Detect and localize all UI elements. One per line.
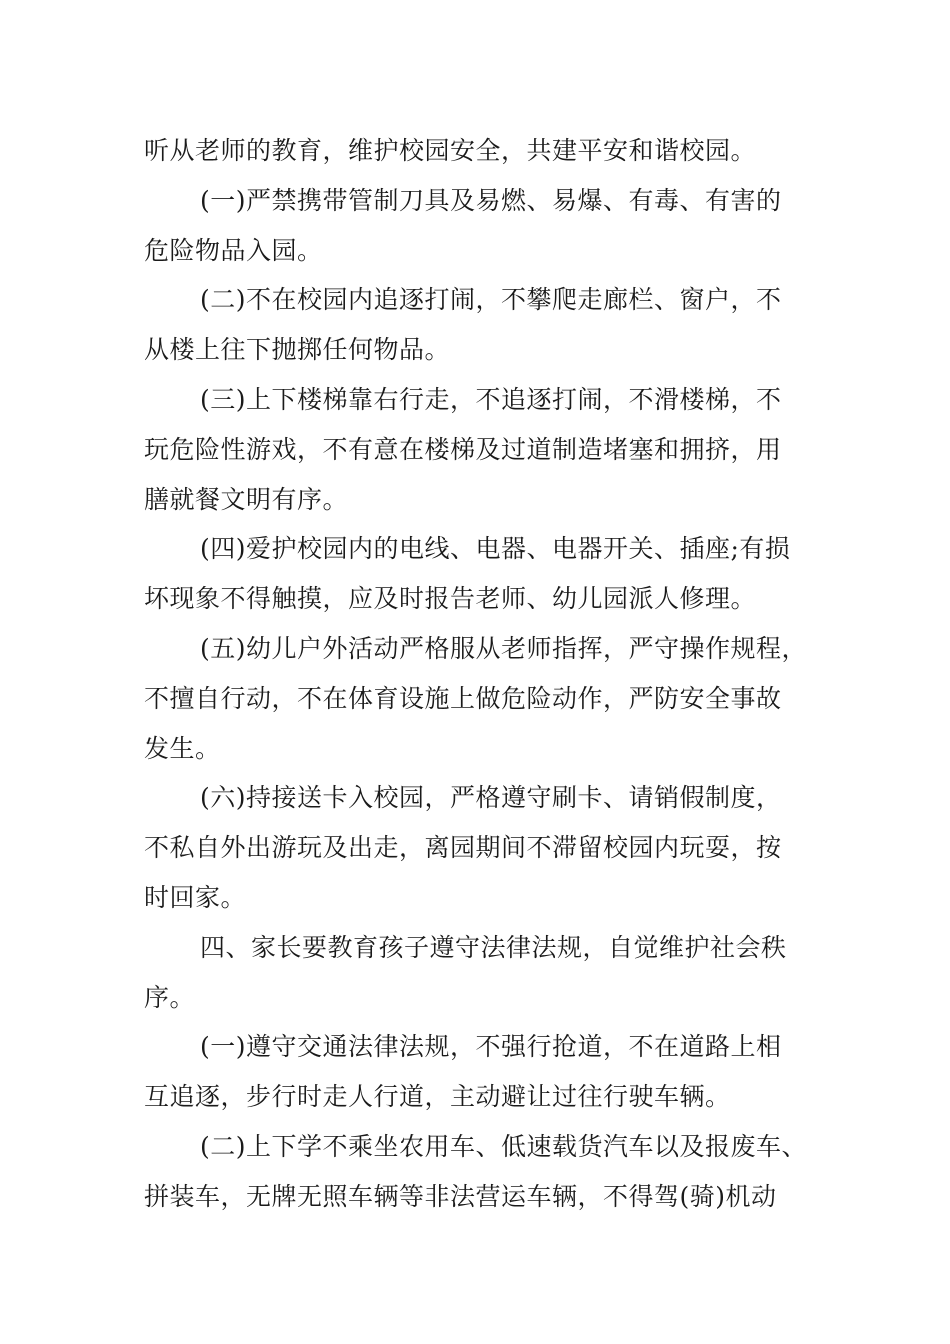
text-line: 听从老师的教育，维护校园安全，共建平安和谐校园。 — [144, 136, 757, 165]
text-line: 危险物品入园。 — [144, 235, 323, 265]
text-line: (二)上下学不乘坐农用车、低速载货汽车以及报废车、 — [200, 1131, 808, 1161]
text-line: 膳就餐文明有序。 — [144, 484, 349, 514]
text-line: 时回家。 — [144, 882, 247, 912]
text-line: 互追逐，步行时走人行道，主动避让过往行驶车辆。 — [144, 1082, 731, 1112]
text-line: (二)不在校园内追逐打闹，不攀爬走廊栏、窗户，不 — [200, 285, 782, 315]
text-line: 玩危险性游戏，不有意在楼梯及过道制造堵塞和拥挤，用 — [144, 434, 782, 464]
text-line: 不私自外出游玩及出走，离园期间不滞留校园内玩耍，按 — [144, 833, 782, 863]
text-line: 四、家长要教育孩子遵守法律法规，自觉维护社会秩 — [200, 932, 787, 962]
text-line: 坏现象不得触摸，应及时报告老师、幼儿园派人修理。 — [144, 584, 757, 614]
text-line: 拼装车，无牌无照车辆等非法营运车辆，不得驾(骑)机动 — [144, 1181, 777, 1211]
text-line: 从楼上往下抛掷任何物品。 — [144, 335, 451, 365]
text-line: (四)爱护校园内的电线、电器、电器开关、插座;有损 — [200, 534, 791, 564]
document-body — [144, 126, 834, 1222]
text-line: (一)遵守交通法律法规，不强行抢道，不在道路上相 — [200, 1032, 782, 1062]
text-line: (三)上下楼梯靠右行走，不追逐打闹，不滑楼梯，不 — [200, 384, 782, 414]
text-line: (一)严禁携带管制刀具及易燃、易爆、有毒、有害的 — [200, 185, 782, 215]
text-line: (五)幼儿户外活动严格服从老师指挥，严守操作规程， — [200, 633, 808, 663]
text-line: (六)持接送卡入校园，严格遵守刷卡、请销假制度， — [200, 783, 782, 813]
text-line: 发生。 — [144, 733, 221, 763]
text-line: 不擅自行动，不在体育设施上做危险动作，严防安全事故 — [144, 683, 782, 713]
text-line: 序。 — [144, 982, 196, 1012]
